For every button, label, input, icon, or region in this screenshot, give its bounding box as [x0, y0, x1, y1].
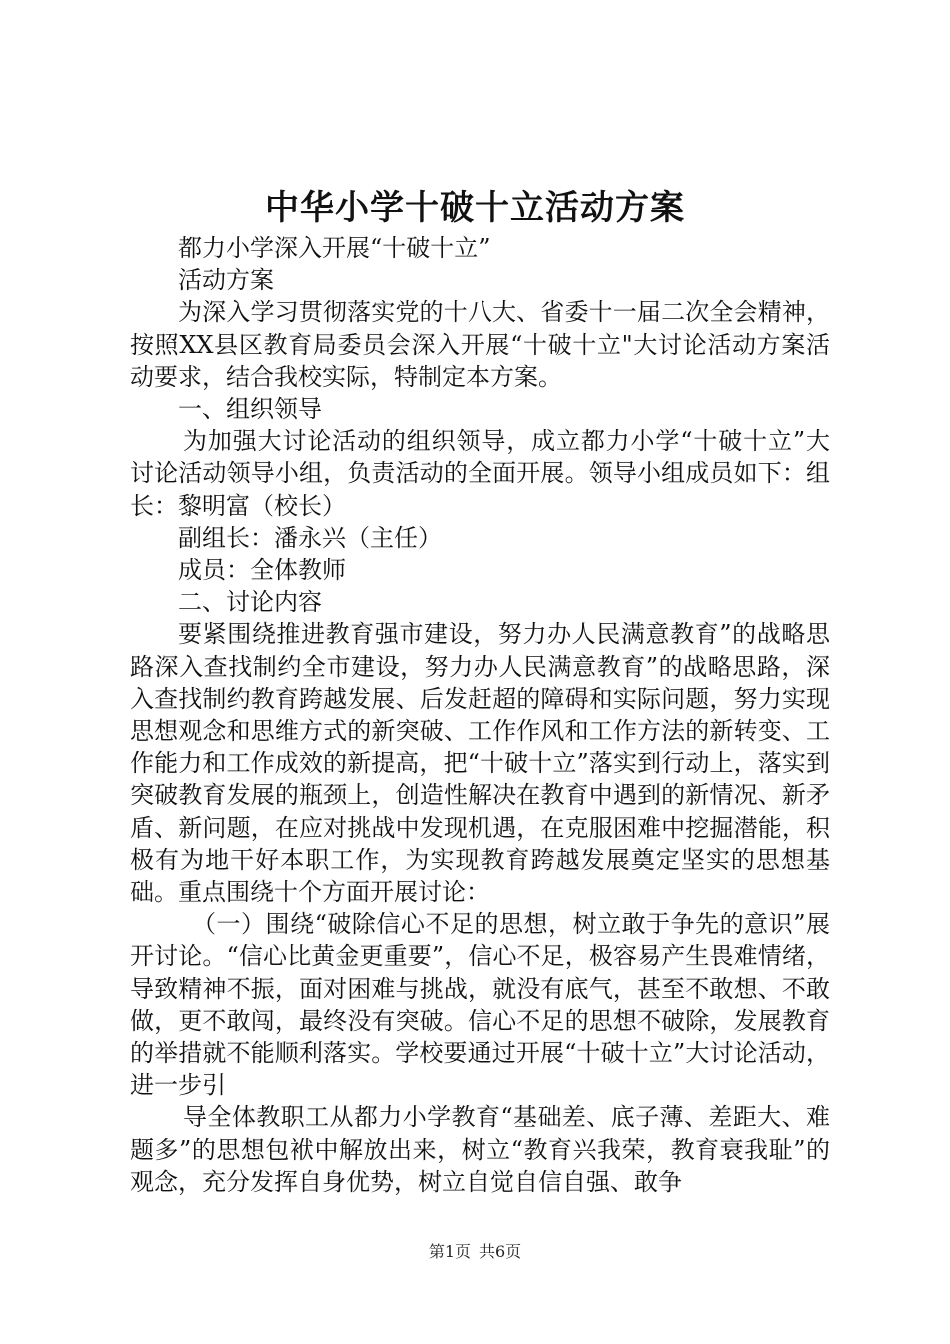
- paragraph: 要紧围绕推进教育强市建设，努力办人民满意教育”的战略思路深入查找制约全市建设，努力办人民满意教育”的战略思路，深入查找制约教育跨越发展、后发赶超的障碍和实际问题，努力实现思想观念和思维方式的新突破、工作作风和工作方法的新转变、工作能力和工作成效的新提高，把“十破十立”落实到行动上，落实到突破教育发展的瓶颈上，创造性解决在教育中遇到的新情况、新矛盾、新问题，在应对挑战中发现机遇，在克服困难中挖掘潜能，积极有为地干好本职工作，为实现教育跨越发展奠定坚实的思想基础。重点围绕十个方面开展讨论：: [130, 620, 830, 907]
- paragraph: 副组长：潘永兴（主任）: [178, 523, 442, 552]
- paragraph: 都力小学深入开展“十破十立”: [178, 234, 491, 262]
- paragraph: 导全体教职工从都力小学教育“基础差、底子薄、差距大、难题多”的思想包袱中解放出来，树立“教育兴我荣，教育衰我耻”的观念，充分发挥自身优势，树立自觉自信自强、敢争: [130, 1103, 830, 1196]
- page-number: 第1页: [428, 1242, 471, 1261]
- document-title: 中华小学十破十立活动方案: [265, 188, 685, 228]
- paragraph: 成员：全体教师: [178, 556, 346, 585]
- page-total: 共6页: [479, 1242, 522, 1261]
- paragraph: （一）围绕“破除信心不足的思想，树立敢于争先的意识”展开讨论。“信心比黄金更重要”，信心不足，极容易产生畏难情绪，导致精神不振，面对困难与挑战，就没有底气，甚至不敢想、不敢做，更不敢闯，最终没有突破。信心不足的思想不破除，发展教育的举措就不能顺利落实。学校要通过开展“十破十立”大讨论活动，进一步引: [130, 910, 830, 1100]
- document-body: [130, 232, 830, 1198]
- paragraph: 为加强大讨论活动的组织领导，成立都力小学“十破十立”大讨论活动领导小组，负责活动的全面开展。领导小组成员如下：组长：黎明富（校长）: [130, 427, 830, 520]
- page-footer: [0, 1241, 950, 1263]
- section-heading: 二、讨论内容: [178, 588, 322, 617]
- paragraph: 活动方案: [178, 266, 274, 295]
- section-heading: 一、组织领导: [178, 395, 322, 424]
- paragraph: 为深入学习贯彻落实党的十八大、省委十一届二次全会精神，按照XX县区教育局委员会深入开展“十破十立"大讨论活动方案活动要求，结合我校实际，特制定本方案。: [130, 298, 830, 391]
